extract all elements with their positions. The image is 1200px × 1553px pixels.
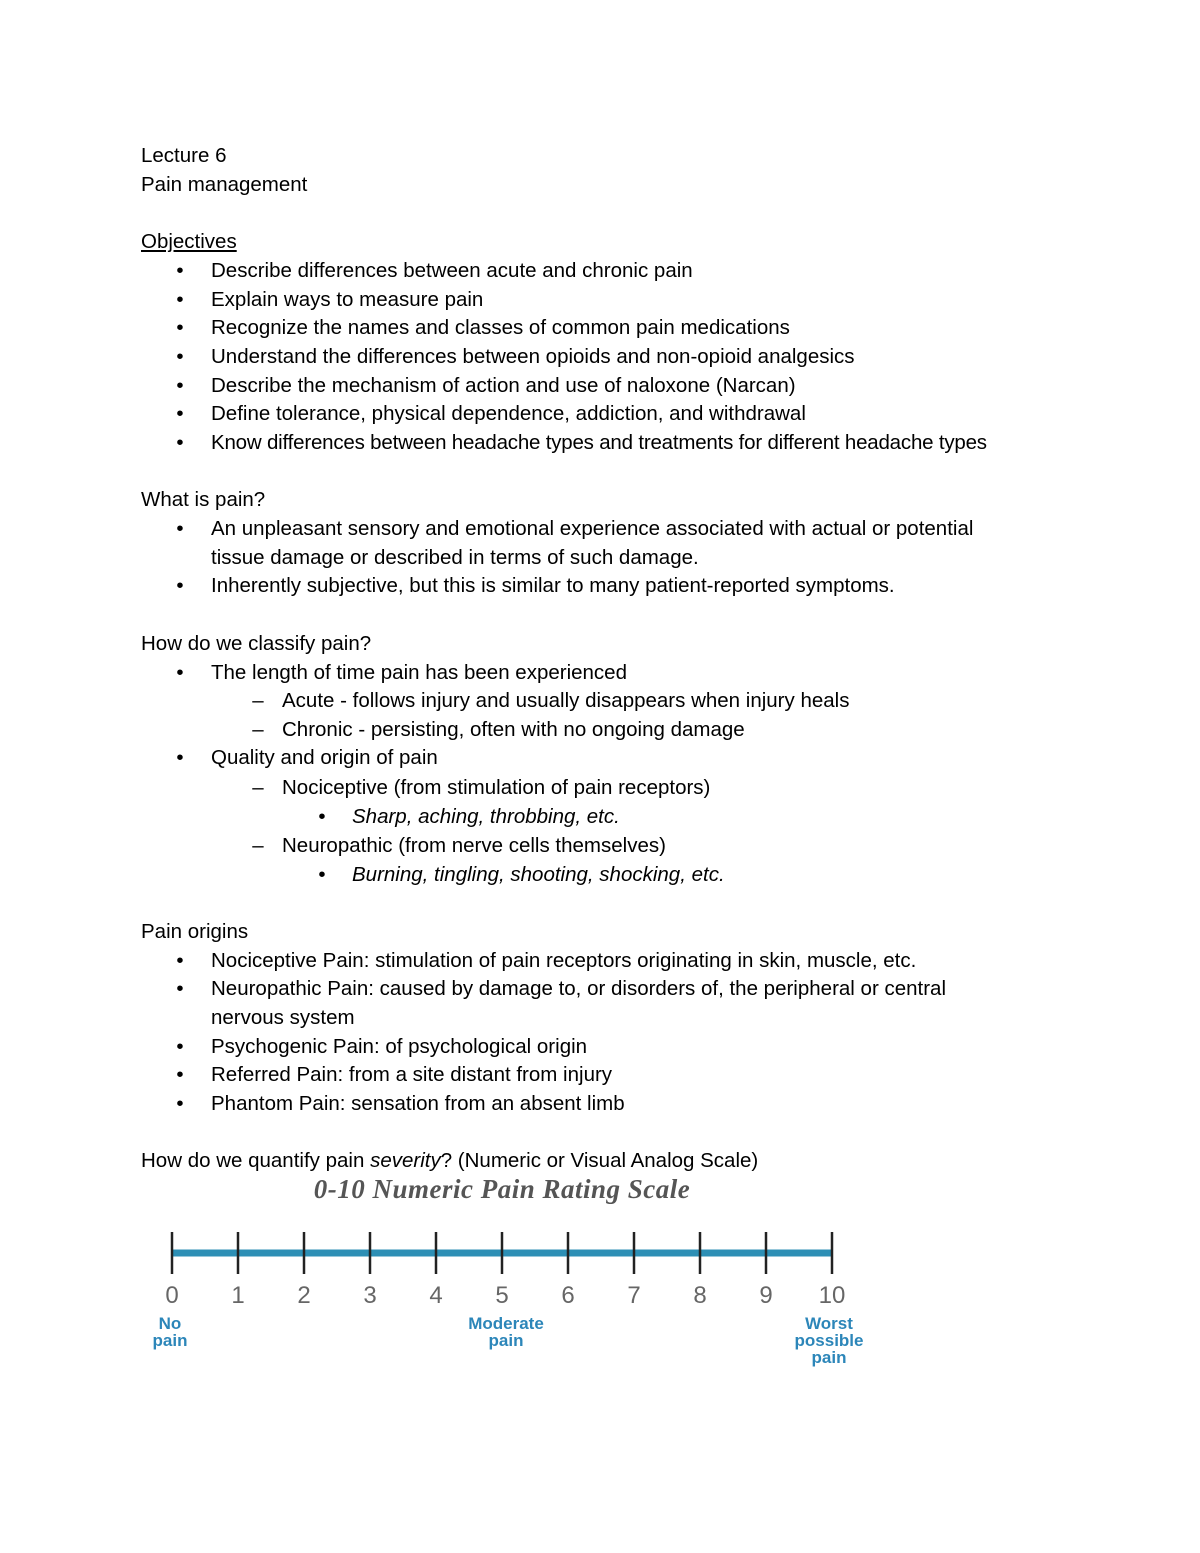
section-title-pain-origins: Pain origins — [141, 920, 249, 943]
bullet-icon: • — [176, 431, 184, 454]
classify-nociceptive-item: Nociceptive (from stimulation of pain receptors) — [282, 776, 711, 799]
objective-item: Describe the mechanism of action and use of naloxone (Narcan) — [211, 374, 796, 397]
scale-number: 6 — [561, 1282, 575, 1309]
origin-phantom-item: Phantom Pain: sensation from an absent limb — [211, 1092, 625, 1115]
bullet-icon: • — [176, 949, 184, 972]
bullet-icon: • — [176, 288, 184, 311]
scale-number: 10 — [818, 1282, 846, 1309]
bullet-icon: • — [176, 1035, 184, 1058]
bullet-icon: • — [176, 746, 184, 769]
section-title-classify: How do we classify pain? — [141, 632, 372, 655]
objective-item: Understand the differences between opioids and non-opioid analgesics — [211, 345, 855, 368]
bullet-icon: • — [176, 259, 184, 282]
nociceptive-examples: Sharp, aching, throbbing, etc. — [352, 805, 620, 828]
origin-referred-item: Referred Pain: from a site distant from injury — [211, 1063, 613, 1086]
objective-item: Recognize the names and classes of common pain medications — [211, 316, 790, 339]
origin-psychogenic-item: Psychogenic Pain: of psychological origin — [211, 1035, 588, 1058]
objective-item: Explain ways to measure pain — [211, 288, 484, 311]
scale-label-no-pain: No — [158, 1314, 182, 1333]
scale-label-moderate-pain: pain — [488, 1331, 524, 1350]
scale-number: 3 — [363, 1282, 377, 1309]
lecture-subheading: Pain management — [141, 173, 308, 196]
bullet-icon: • — [176, 574, 184, 597]
dash-icon: – — [252, 689, 264, 712]
neuropathic-examples: Burning, tingling, shooting, shocking, etc. — [352, 863, 725, 886]
objective-item: Describe differences between acute and chronic pain — [211, 259, 693, 282]
origin-nociceptive-item: Nociceptive Pain: stimulation of pain receptors originating in skin, muscle, etc. — [211, 949, 917, 972]
scale-number: 5 — [495, 1282, 509, 1309]
scale-label-worst-pain: pain — [811, 1348, 847, 1367]
scale-number: 8 — [693, 1282, 707, 1309]
objective-item: Know differences between headache types and treatments for different headache types — [211, 431, 987, 454]
classify-acute-item: Acute - follows injury and usually disappears when injury heals — [282, 689, 850, 712]
bullet-icon: • — [176, 402, 184, 425]
dash-icon: – — [252, 834, 264, 857]
scale-label-worst-pain: Worst — [805, 1314, 853, 1333]
scale-label-worst-pain: possible — [794, 1331, 864, 1350]
section-title-what-is-pain: What is pain? — [141, 488, 266, 511]
classify-neuropathic-item: Neuropathic (from nerve cells themselves) — [282, 834, 666, 857]
quantify-suffix: ? (Numeric or Visual Analog Scale) — [440, 1149, 759, 1172]
scale-number: 9 — [759, 1282, 773, 1309]
origin-neuropathic-line1: Neuropathic Pain: caused by damage to, or disorders of, the peripheral or central — [211, 977, 946, 1000]
bullet-icon: • — [176, 1063, 184, 1086]
pain-definition-line2: tissue damage or described in terms of such damage. — [211, 546, 699, 569]
bullet-icon: • — [176, 1092, 184, 1115]
classify-length-item: The length of time pain has been experienced — [211, 661, 627, 684]
bullet-icon: • — [176, 316, 184, 339]
scale-number: 4 — [429, 1282, 443, 1309]
bullet-icon: • — [318, 805, 326, 828]
scale-number: 7 — [627, 1282, 641, 1309]
origin-neuropathic-line2: nervous system — [211, 1006, 355, 1029]
bullet-icon: • — [176, 374, 184, 397]
bullet-icon: • — [176, 977, 184, 1000]
dash-icon: – — [252, 776, 264, 799]
dash-icon: – — [252, 718, 264, 741]
bullet-icon: • — [318, 863, 326, 886]
quantify-emphasis: severity — [370, 1149, 441, 1172]
pain-subjective-item: Inherently subjective, but this is similar to many patient-reported symptoms. — [211, 574, 895, 597]
scale-number: 0 — [165, 1282, 179, 1309]
objective-item: Define tolerance, physical dependence, addiction, and withdrawal — [211, 402, 806, 425]
scale-number: 1 — [231, 1282, 245, 1309]
classify-quality-item: Quality and origin of pain — [211, 746, 438, 769]
pain-definition-line1: An unpleasant sensory and emotional experience associated with actual or potential — [211, 517, 974, 540]
lecture-heading: Lecture 6 — [141, 144, 227, 167]
scale-number: 2 — [297, 1282, 311, 1309]
classify-chronic-item: Chronic - persisting, often with no ongoing damage — [282, 718, 745, 741]
objectives-title: Objectives — [141, 230, 237, 253]
pain-scale-title: 0-10 Numeric Pain Rating Scale — [313, 1174, 691, 1204]
scale-label-no-pain: pain — [152, 1331, 188, 1350]
bullet-icon: • — [176, 517, 184, 540]
quantify-prefix: How do we quantify pain — [141, 1149, 371, 1172]
bullet-icon: • — [176, 661, 184, 684]
bullet-icon: • — [176, 345, 184, 368]
scale-label-moderate-pain: Moderate — [468, 1314, 544, 1333]
